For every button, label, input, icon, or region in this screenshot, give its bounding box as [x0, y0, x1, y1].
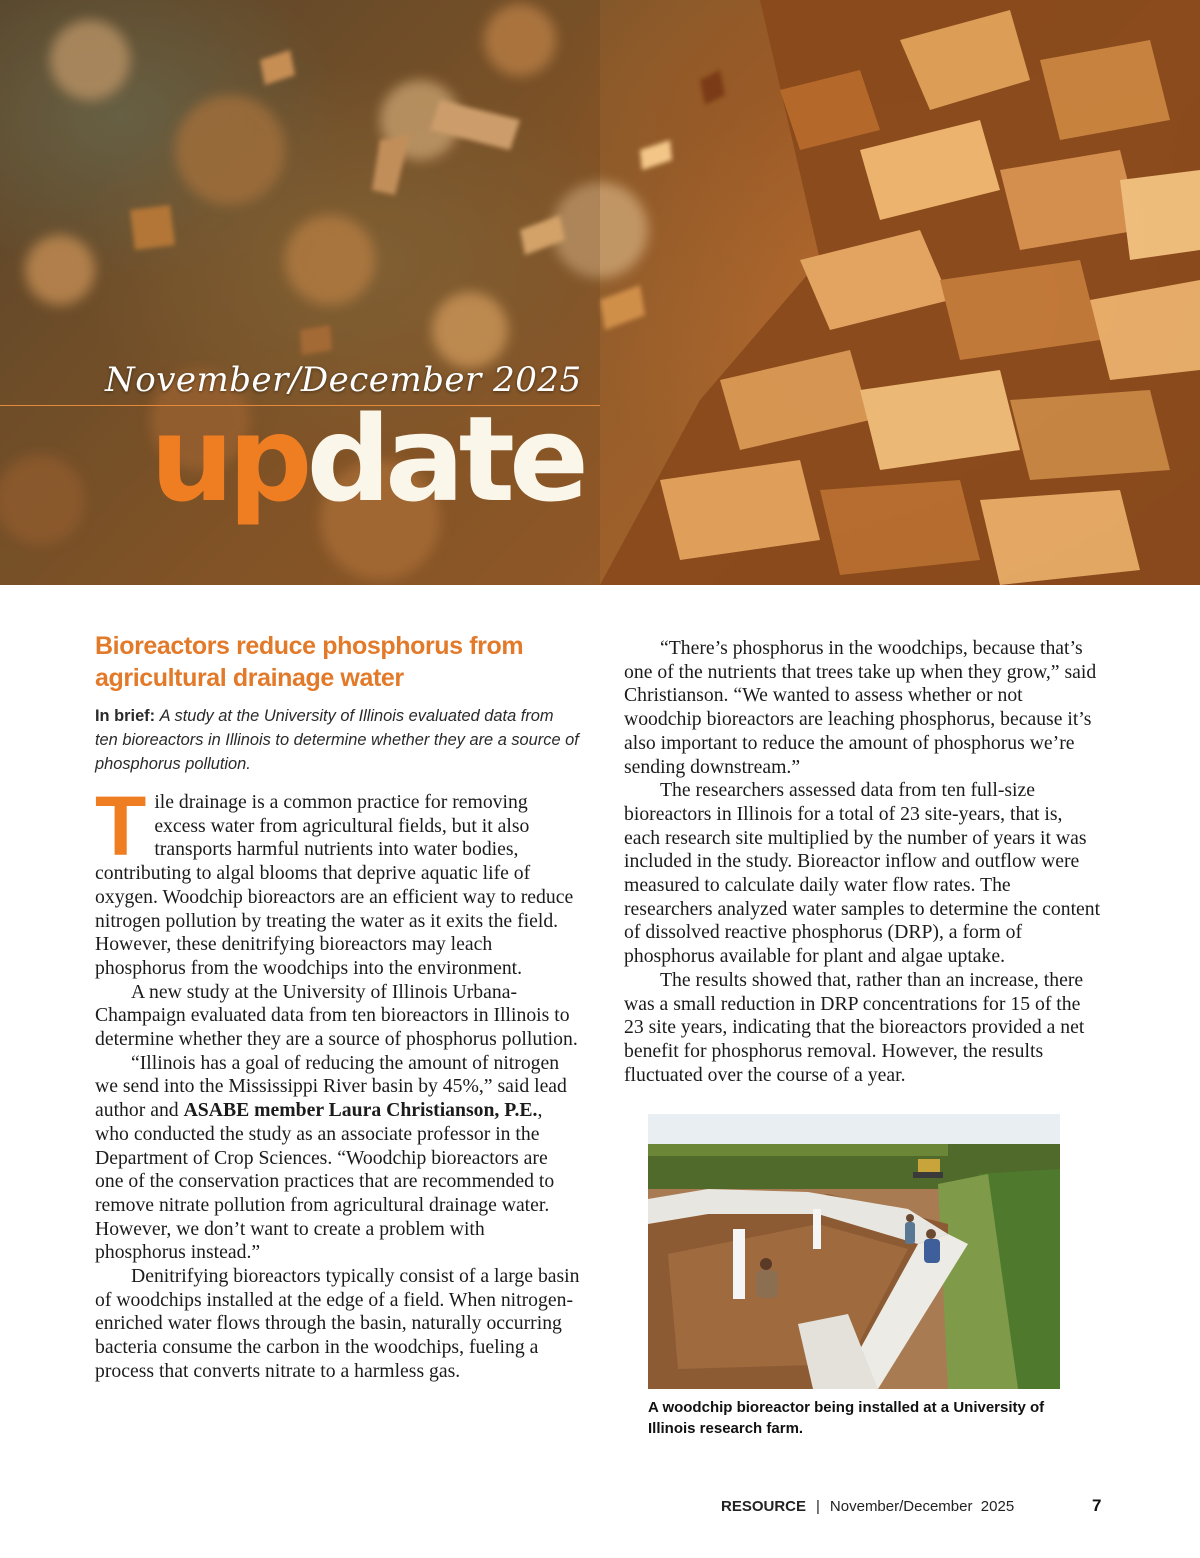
- page-number: 7: [1092, 1496, 1102, 1515]
- paragraph-7: The results showed that, rather than an increase, there was a small reduction in DRP concentrations for 15 of the 23 site years, indicating that the bioreactors provided a net benefit for phosphorus removal. However, the results fluctuated over the course of a year.: [624, 968, 1085, 1086]
- footer-separator: |: [816, 1498, 820, 1515]
- photo-caption: A woodchip bioreactor being installed at a University of Illinois research farm.: [648, 1399, 1045, 1437]
- paragraph-1: [95, 779, 580, 981]
- hero-banner: [0, 0, 1200, 585]
- article-column-right: [624, 637, 1102, 1087]
- author-name: ASABE member Laura Christianson, P.E.: [183, 1099, 538, 1122]
- masthead-date: date: [306, 390, 584, 528]
- issue-dateline: November/December 2025: [105, 360, 582, 400]
- brief-text: A study at the University of Illinois evaluated data from ten bioreactors in Illinois to determine whether they are a source of phosphorus pollution.: [95, 707, 579, 773]
- drop-cap: T: [95, 779, 147, 873]
- bioreactor-illustration: [648, 1114, 1060, 1389]
- section-masthead: [150, 390, 584, 528]
- paragraph-6: The researchers assessed data from ten full-size bioreactors in Illinois for a total of 23 site-years, that is, each research site multiplied by the number of years it was included in the study. Bioreactor inflow and outflow were measured to calculate daily water flow rates. The researchers analyzed water samples to determine the content of dissolved reactive phosphorus (DRP), a form of phosphorus available for plant and algae uptake.: [624, 779, 1101, 968]
- paragraph-3-text-a: “Illinois has a goal of reducing the amount of nitrogen we send into the Mississippi River basin by 45%,” said lead author and: [95, 1051, 567, 1122]
- paragraph-4: Denitrifying bioreactors typically consist of a large basin of woodchips installed at the edge of a field. When nitrogen-enriched water flows through the basin, naturally occurring bacteria consume the carbon in the woodchips, fueling a process that converts nitrate to a harmless gas.: [95, 1265, 580, 1382]
- article-column-left: [95, 630, 580, 1384]
- page-footer: [721, 1498, 1014, 1515]
- article-brief: [95, 704, 580, 776]
- paragraph-5: “There’s phosphorus in the woodchips, because that’s one of the nutrients that trees take up when they grow,” said Christianson. “We wanted to assess whether or not woodchip bioreactors are leaching phosphorus, because it’s also important to reduce the amount of phosphorus we’re sending downstream.”: [624, 637, 1097, 778]
- masthead-up: up: [150, 390, 307, 528]
- paragraph-3: [95, 1052, 580, 1265]
- bioreactor-photo: [648, 1114, 1060, 1389]
- paragraph-2: A new study at the University of Illinois Urbana-Champaign evaluated data from ten bioreactors in Illinois to determine whether they are a source of phosphorus pollution.: [95, 980, 578, 1051]
- publication-name: RESOURCE: [721, 1498, 807, 1515]
- paragraph-1-text: ile drainage is a common practice for removing excess water from agricultural fields, but it also transports harmful nutrients into water bodies, contributing to algal blooms that deprive aquatic life of oxygen. Woodchip bioreactors are an efficient way to reduce nitrogen pollution by treating the water as it exits the field. However, these denitrifying bioreactors may leach phosphorus from the woodchips into the environment.: [95, 791, 574, 979]
- article-body-right: [624, 637, 1102, 1087]
- paragraph-3-text-b: , who conducted the study as an associate professor in the Department of Crop Sciences. “Woodchip bioreactors are one of the conservation practices that are recommended to remove nitrate pollution from agricultural drainage water. However, we don’t want to create a problem with phosphorus instead.”: [95, 1099, 555, 1264]
- article-headline: Bioreactors reduce phosphorus from agricultural drainage water: [95, 632, 524, 692]
- brief-lead: In brief:: [95, 707, 156, 725]
- footer-issue: November/December 2025: [829, 1498, 1015, 1515]
- article-body-left: [95, 779, 580, 1384]
